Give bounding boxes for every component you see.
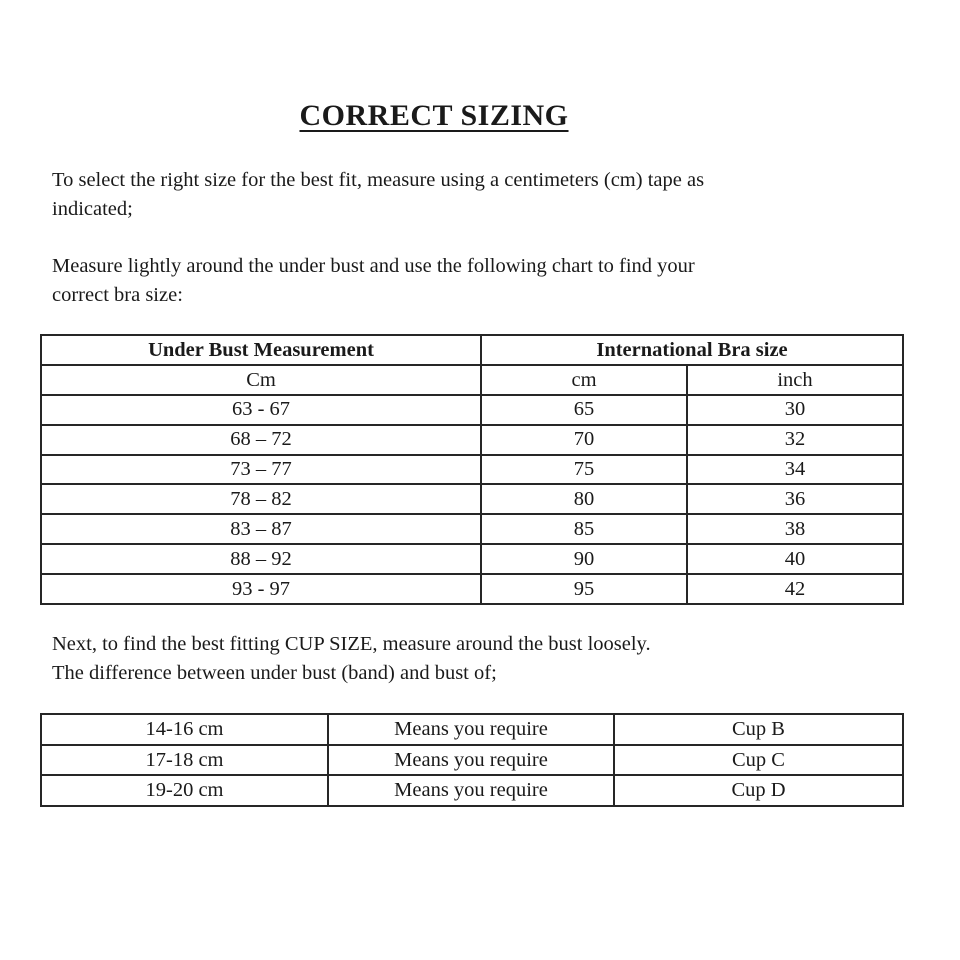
cup-letter-cell: Cup B [614, 714, 903, 745]
means-you-require-cell: Means you require [328, 775, 614, 806]
cup-table-row [41, 775, 903, 806]
band-cm-cell: 95 [481, 574, 687, 604]
band-inch-cell: 32 [687, 425, 903, 455]
text-line: The difference between under bust (band) and bust of; [52, 662, 497, 684]
header-international-bra-size: International Bra size [481, 335, 903, 365]
intro-paragraph [52, 166, 704, 224]
band-inch-cell: 38 [687, 514, 903, 544]
band-cm-cell: 90 [481, 544, 687, 574]
measure-paragraph [52, 252, 695, 310]
under-bust-range-cell: 68 – 72 [41, 425, 481, 455]
text-line: To select the right size for the best fit, measure using a centimeters (cm) tape as [52, 169, 705, 191]
band-cm-cell: 65 [481, 395, 687, 425]
text-line: indicated; [52, 198, 133, 220]
header-under-bust-measurement: Under Bust Measurement [41, 335, 481, 365]
band-cm-cell: 85 [481, 514, 687, 544]
under-bust-range-cell: 93 - 97 [41, 574, 481, 604]
subheader-band-inch: inch [687, 365, 903, 395]
difference-range-cell: 17-18 cm [41, 745, 328, 776]
cup-letter-cell: Cup D [614, 775, 903, 806]
band-inch-cell: 40 [687, 544, 903, 574]
page-title-text: CORRECT SIZING [299, 99, 569, 132]
band-inch-cell: 42 [687, 574, 903, 604]
band-inch-cell: 34 [687, 455, 903, 485]
text-line: Next, to find the best fitting CUP SIZE, measure around the bust loosely. [52, 633, 651, 655]
cup-letter-cell: Cup C [614, 745, 903, 776]
cup-table-row [41, 745, 903, 776]
band-table-row [41, 514, 903, 544]
under-bust-range-cell: 73 – 77 [41, 455, 481, 485]
band-inch-cell: 36 [687, 484, 903, 514]
under-bust-range-cell: 88 – 92 [41, 544, 481, 574]
text-line: correct bra size: [52, 284, 183, 306]
subheader-band-cm: cm [481, 365, 687, 395]
band-table-row [41, 484, 903, 514]
band-table-row [41, 425, 903, 455]
under-bust-range-cell: 63 - 67 [41, 395, 481, 425]
subheader-under-bust-cm: Cm [41, 365, 481, 395]
difference-range-cell: 14-16 cm [41, 714, 328, 745]
page-title [0, 99, 868, 133]
band-cm-cell: 75 [481, 455, 687, 485]
band-table-row [41, 455, 903, 485]
band-table-row [41, 395, 903, 425]
band-cm-cell: 80 [481, 484, 687, 514]
band-table-sub-header-row [41, 365, 903, 395]
band-table-row [41, 574, 903, 604]
band-size-table [40, 334, 904, 605]
under-bust-range-cell: 78 – 82 [41, 484, 481, 514]
text-line: Measure lightly around the under bust and use the following chart to find your [52, 255, 695, 277]
cup-table-row [41, 714, 903, 745]
cup-size-table [40, 713, 904, 807]
difference-range-cell: 19-20 cm [41, 775, 328, 806]
cup-size-paragraph [52, 630, 651, 688]
means-you-require-cell: Means you require [328, 745, 614, 776]
band-inch-cell: 30 [687, 395, 903, 425]
band-table-row [41, 544, 903, 574]
band-cm-cell: 70 [481, 425, 687, 455]
band-table-group-header-row [41, 335, 903, 365]
means-you-require-cell: Means you require [328, 714, 614, 745]
under-bust-range-cell: 83 – 87 [41, 514, 481, 544]
